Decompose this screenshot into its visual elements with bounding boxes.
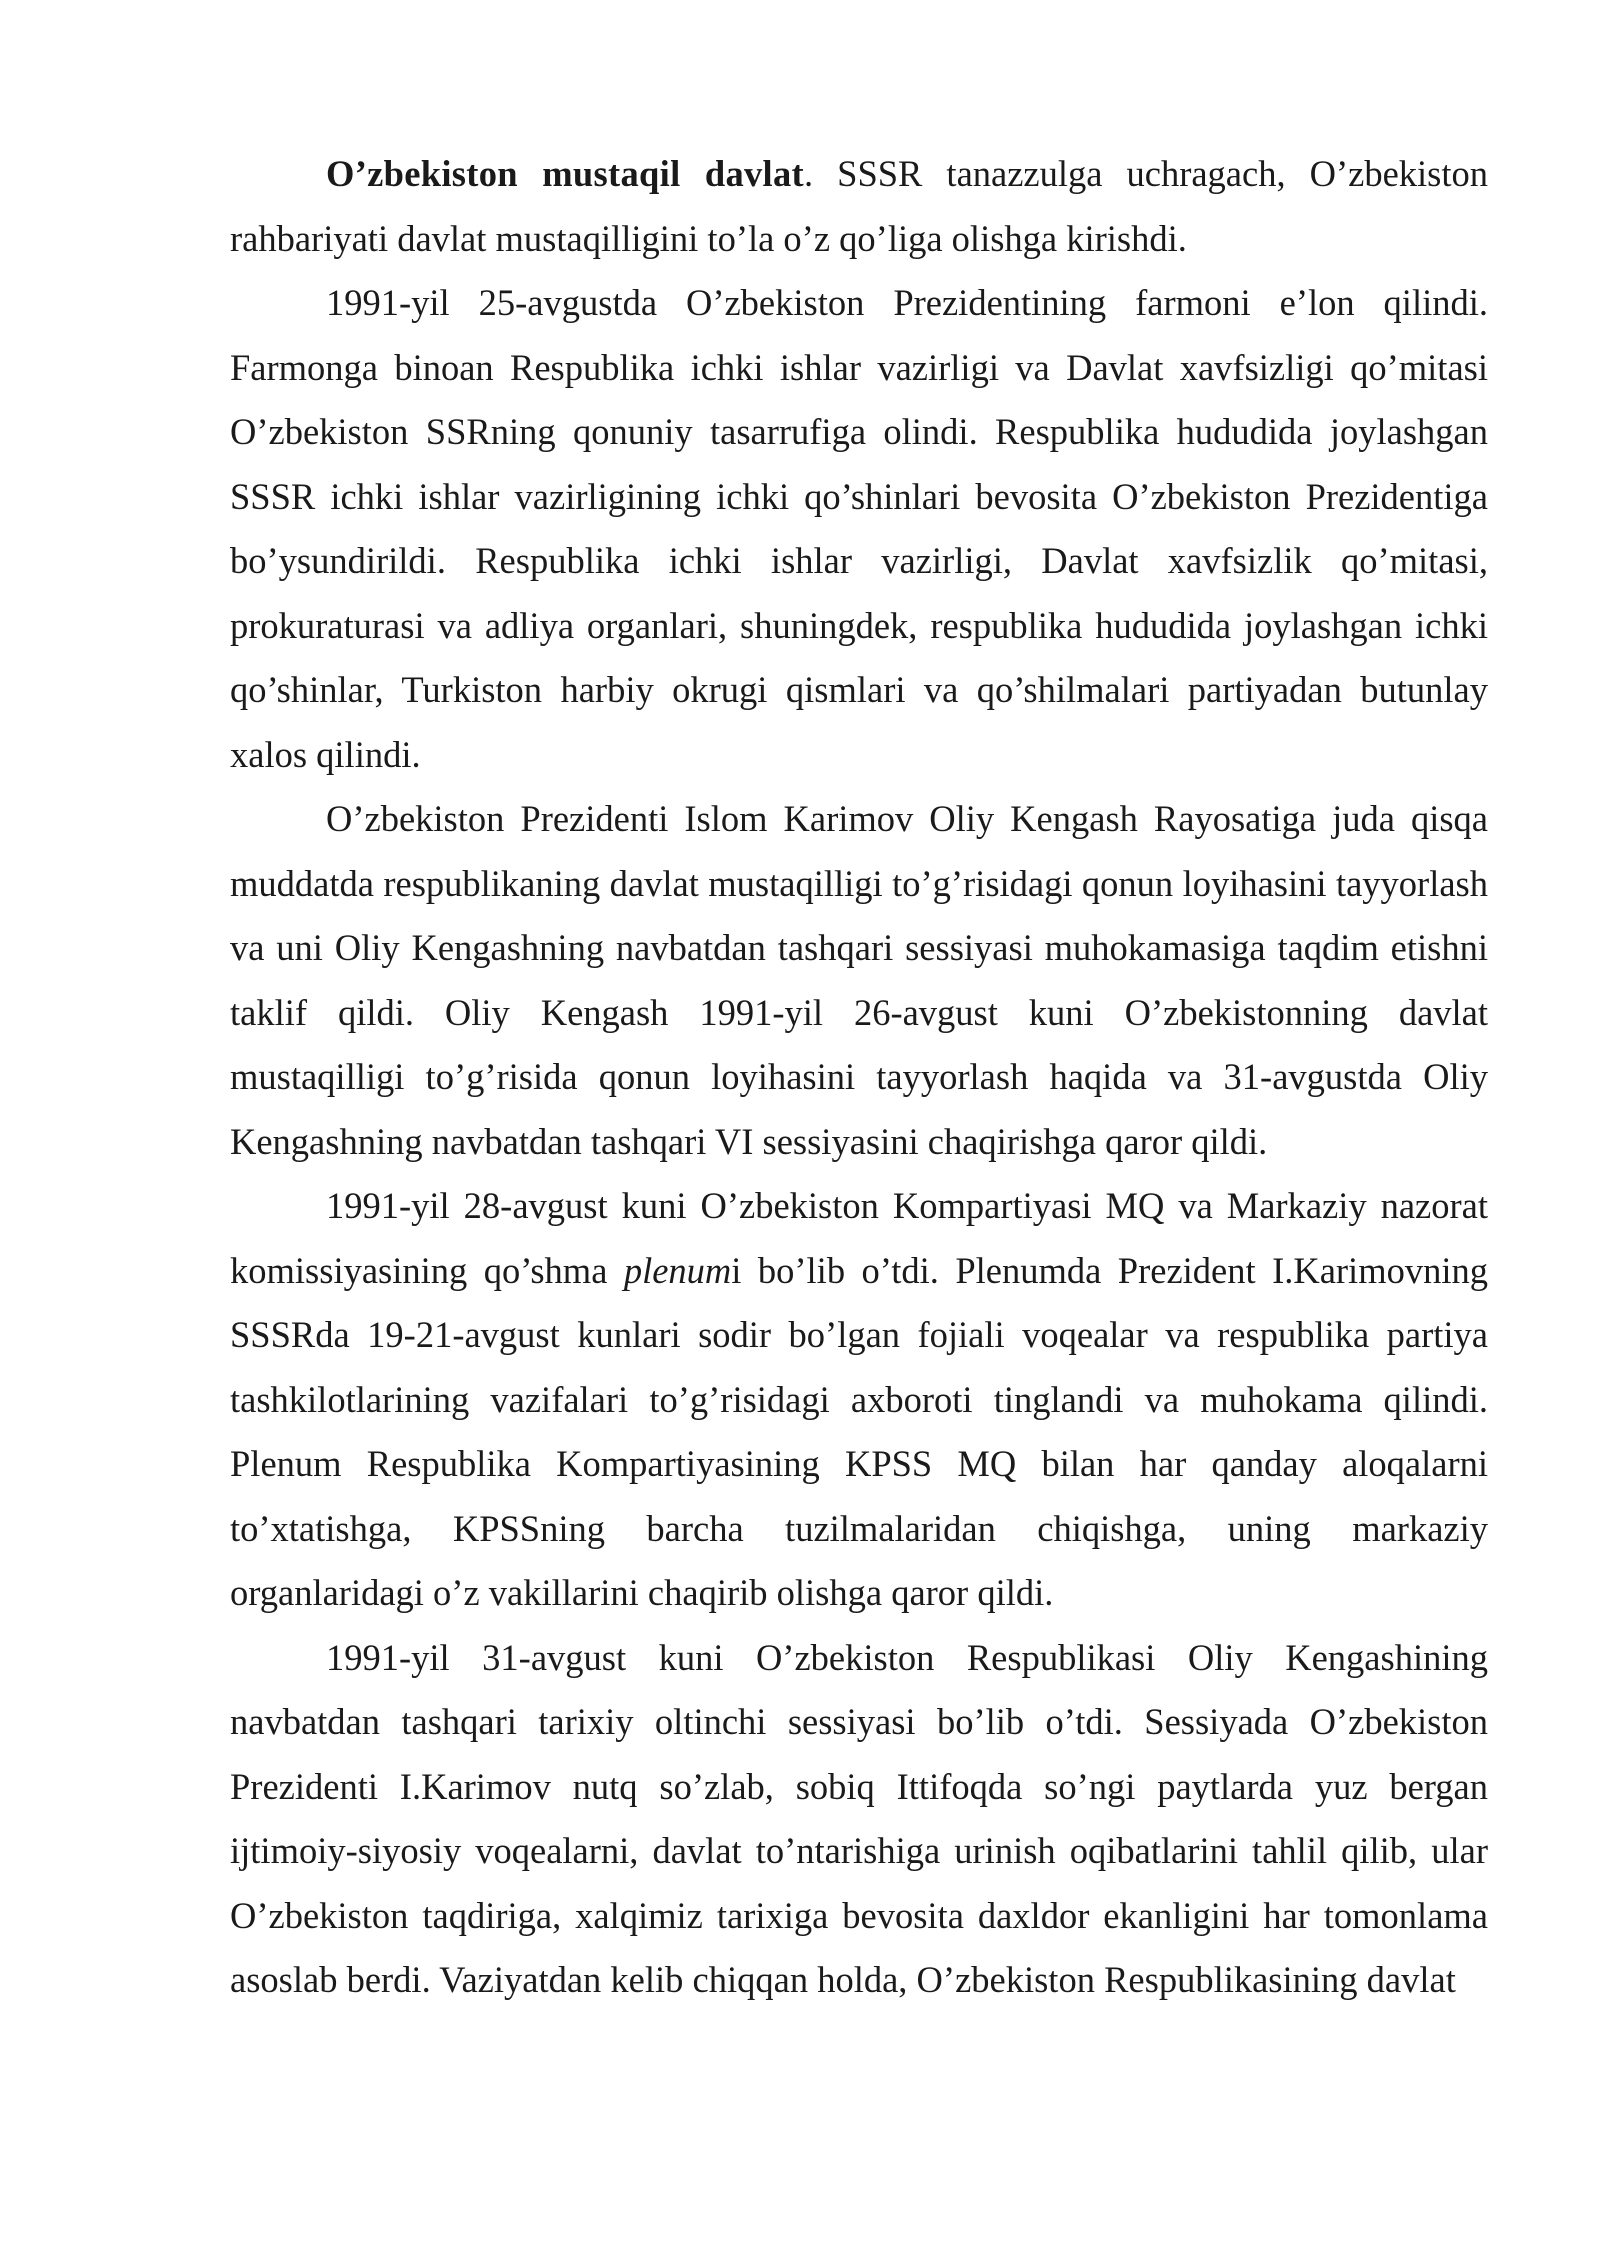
paragraph-4-text-end: i bo’lib o’tdi. Plenumda Prezident I.Karimovning SSSRda 19-21-avgust kunlari sodir bo’lgan fojiali voqealar va respublika partiya tashkilotlarining vazifalari to’g’risidagi axboroti tinglandi va muhokama qilindi. Plenum Respublika Kompartiyasining KPSS MQ bilan har qanday aloqalarni to’xtatishga, KPSSning barcha tuzilmalaridan chiqishga, uning markaziy organlaridagi o’z vakillarini chaqirib olishga qaror qildi.	[230, 1249, 1488, 1613]
paragraph-4	[230, 1174, 1488, 1626]
paragraph-2: 1991-yil 25-avgustda O’zbekiston Prezidentining farmoni e’lon qilindi. Farmonga binoan Respublika ichki ishlar vazirligi va Davlat xavfsizligi qo’mitasi O’zbekiston SSRning qonuniy tasarrufiga olindi. Respublika hududida joylashgan SSSR ichki ishlar vazirligining ichki qo’shinlari bevosita O’zbekiston Prezidentiga bo’ysundirildi. Respublika ichki ishlar vazirligi, Davlat xavfsizlik qo’mitasi, prokuraturasi va adliya organlari, shuningdek, respublika hududida joylashgan ichki qo’shinlar, Turkiston harbiy okrugi qismlari va qo’shilmalari partiyadan butunlay xalos qilindi.	[230, 282, 1488, 775]
paragraph-5: 1991-yil 31-avgust kuni O’zbekiston Respublikasi Oliy Kengashining navbatdan tashqari tarixiy oltinchi sessiyasi bo’lib o’tdi. Sessiyada O’zbekiston Prezidenti I.Karimov nutq so’zlab, sobiq Ittifoqda so’ngi paytlarda yuz bergan ijtimoiy-siyosiy voqealarni, davlat to’ntarishiga urinish oqibatlarini tahlil qilib, ular O’zbekiston taqdiriga, xalqimiz tarixiga bevosita daxldor ekanligini har tomonlama asoslab berdi. Vaziyatdan kelib chiqqan holda, O’zbekiston Respublikasining davlat	[230, 1636, 1488, 2000]
paragraph-4-text-start: 1991-yil 28-avgust kuni O’zbekiston Kompartiyasi MQ va Markaziy nazorat komissiyasining qo’shma	[230, 1185, 1488, 1291]
document-page	[230, 142, 1488, 2013]
paragraph-1	[230, 142, 1488, 271]
paragraph-1-text: . SSSR tanazzulga uchragach, O’zbekiston rahbariyati davlat mustaqilligini to’la o’z qo’liga olishga kirishdi.	[230, 153, 1488, 259]
section-heading: O’zbekiston mustaqil davlat	[326, 153, 804, 194]
paragraph-3: O’zbekiston Prezidenti Islom Karimov Oliy Kengash Rayosatiga juda qisqa muddatda respublikaning davlat mustaqilligi to’g’risidagi qonun loyihasini tayyorlash va uni Oliy Kengashning navbatdan tashqari sessiyasi muhokamasiga taqdim etishni taklif qildi. Oliy Kengash 1991-yil 26-avgust kuni O’zbekistonning davlat mustaqilligi to’g’risida qonun loyihasini tayyorlash haqida va 31-avgustda Oliy Kengashning navbatdan tashqari VI sessiyasini chaqirishga qaror qildi.	[230, 798, 1488, 1162]
italic-term: plenum	[623, 1249, 732, 1291]
